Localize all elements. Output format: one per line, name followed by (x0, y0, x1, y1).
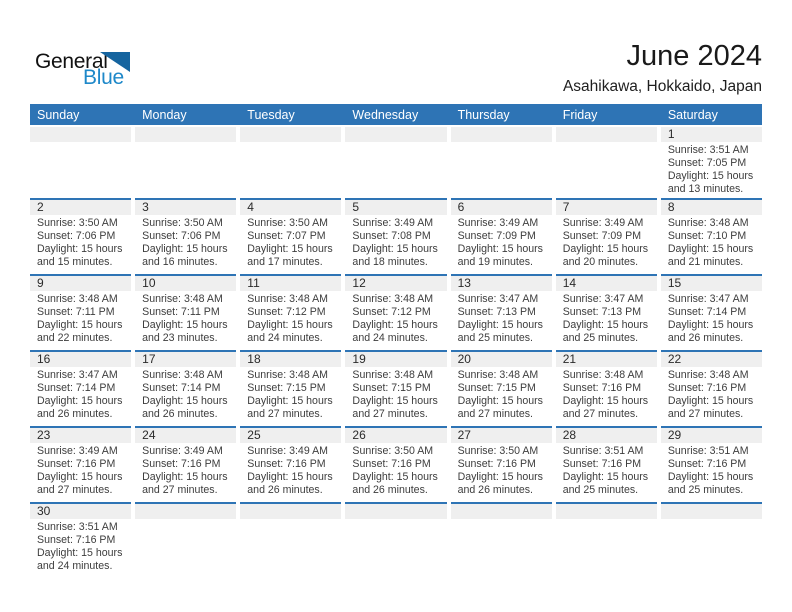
day-cell-13 (451, 274, 552, 348)
sunset-text: Sunset: 7:13 PM (562, 305, 642, 318)
sunrise-text: Sunrise: 3:50 AM (37, 217, 118, 229)
day-number: 17 (135, 352, 236, 367)
daylight-text: Daylight: 15 hours and 26 minutes. (247, 470, 333, 496)
day-details (451, 367, 552, 421)
day-details (345, 367, 446, 421)
daylight-text: Daylight: 15 hours and 27 minutes. (667, 394, 754, 420)
day-number: 24 (135, 428, 236, 443)
sunrise-text: Sunrise: 3:47 AM (562, 293, 644, 305)
sunrise-text: Sunrise: 3:48 AM (37, 293, 118, 305)
sunrise-text: Sunrise: 3:48 AM (142, 369, 223, 381)
sunrise-text: Sunrise: 3:49 AM (562, 217, 644, 229)
day-cell-22 (661, 350, 762, 424)
day-cell-12 (345, 274, 446, 348)
logo-text-general: General (35, 50, 108, 73)
daylight-text: Daylight: 15 hours and 26 minutes. (352, 470, 438, 496)
day-cell-5 (345, 198, 446, 272)
day-cell-15 (661, 274, 762, 348)
day-cell-24 (135, 426, 236, 500)
sunrise-text: Sunrise: 3:48 AM (562, 369, 644, 381)
sunset-text: Sunset: 7:09 PM (457, 229, 536, 242)
sunset-text: Sunset: 7:10 PM (667, 229, 747, 242)
day-details (661, 443, 762, 497)
sunrise-text: Sunrise: 3:47 AM (457, 293, 539, 305)
day-number: 26 (345, 428, 446, 443)
daylight-text: Daylight: 15 hours and 27 minutes. (37, 470, 123, 496)
day-details (345, 291, 446, 345)
sunrise-text: Sunrise: 3:48 AM (142, 293, 223, 305)
sunset-text: Sunset: 7:16 PM (142, 457, 221, 470)
day-cell-29 (661, 426, 762, 500)
day-cell-28 (556, 426, 657, 500)
week-row (30, 502, 762, 582)
day-number-empty (240, 127, 341, 142)
week-row (30, 198, 762, 272)
empty-day-cell (240, 127, 341, 196)
weekday-label-friday: Friday (562, 107, 598, 122)
day-number: 23 (30, 428, 131, 443)
sunrise-text: Sunrise: 3:49 AM (247, 445, 328, 457)
empty-day-cell (556, 502, 657, 582)
empty-day-cell (451, 502, 552, 582)
day-number-empty (30, 127, 131, 142)
empty-day-cell (240, 502, 341, 582)
sunrise-text: Sunrise: 3:48 AM (667, 369, 749, 381)
empty-day-cell (135, 127, 236, 196)
day-cell-9 (30, 274, 131, 348)
day-cell-27 (451, 426, 552, 500)
daylight-text: Daylight: 15 hours and 24 minutes. (247, 318, 333, 344)
sunset-text: Sunset: 7:07 PM (247, 229, 326, 242)
day-details (345, 443, 446, 497)
day-number: 1 (661, 127, 762, 142)
day-cell-20 (451, 350, 552, 424)
day-details (30, 519, 131, 573)
day-details (451, 291, 552, 345)
weekday-label-thursday: Thursday (457, 107, 510, 122)
week-row (30, 426, 762, 500)
day-details (135, 367, 236, 421)
daylight-text: Daylight: 15 hours and 17 minutes. (247, 242, 333, 268)
day-details (240, 367, 341, 421)
day-number: 20 (451, 352, 552, 367)
day-number: 4 (240, 200, 341, 215)
day-details (661, 215, 762, 269)
sunset-text: Sunset: 7:05 PM (667, 156, 747, 169)
sunset-text: Sunset: 7:06 PM (142, 229, 221, 242)
day-number: 8 (661, 200, 762, 215)
day-number: 16 (30, 352, 131, 367)
sunrise-text: Sunrise: 3:51 AM (562, 445, 644, 457)
empty-day-cell (556, 127, 657, 196)
week-row (30, 350, 762, 424)
day-details (30, 367, 131, 421)
day-number: 19 (345, 352, 446, 367)
weekday-header-row (30, 104, 762, 125)
day-number: 22 (661, 352, 762, 367)
daylight-text: Daylight: 15 hours and 25 minutes. (562, 470, 649, 496)
day-number: 21 (556, 352, 657, 367)
sunset-text: Sunset: 7:16 PM (667, 381, 747, 394)
day-number: 12 (345, 276, 446, 291)
sunrise-text: Sunrise: 3:51 AM (667, 144, 749, 156)
day-details (661, 291, 762, 345)
sunset-text: Sunset: 7:08 PM (352, 229, 431, 242)
day-details (451, 443, 552, 497)
day-number: 15 (661, 276, 762, 291)
sunset-text: Sunset: 7:16 PM (352, 457, 431, 470)
sunrise-text: Sunrise: 3:48 AM (352, 293, 434, 305)
daylight-text: Daylight: 15 hours and 20 minutes. (562, 242, 649, 268)
sunset-text: Sunset: 7:15 PM (352, 381, 431, 394)
daylight-text: Daylight: 15 hours and 27 minutes. (457, 394, 543, 420)
day-details (556, 367, 657, 421)
empty-day-cell (451, 127, 552, 196)
empty-day-cell (661, 502, 762, 582)
day-cell-8 (661, 198, 762, 272)
day-details (661, 367, 762, 421)
daylight-text: Daylight: 15 hours and 24 minutes. (352, 318, 438, 344)
sunrise-text: Sunrise: 3:47 AM (37, 369, 118, 381)
day-details (556, 291, 657, 345)
sunrise-text: Sunrise: 3:49 AM (142, 445, 223, 457)
weekday-label-tuesday: Tuesday (247, 107, 295, 122)
day-details (135, 291, 236, 345)
day-cell-2 (30, 198, 131, 272)
weekday-label-saturday: Saturday (667, 107, 718, 122)
daylight-text: Daylight: 15 hours and 26 minutes. (37, 394, 123, 420)
day-number-empty (345, 127, 446, 142)
sunset-text: Sunset: 7:14 PM (142, 381, 221, 394)
day-number: 29 (661, 428, 762, 443)
day-details (135, 215, 236, 269)
day-cell-23 (30, 426, 131, 500)
day-number: 10 (135, 276, 236, 291)
day-details (661, 142, 762, 196)
daylight-text: Daylight: 15 hours and 23 minutes. (142, 318, 228, 344)
sunrise-text: Sunrise: 3:50 AM (247, 217, 328, 229)
day-number: 3 (135, 200, 236, 215)
day-details (240, 215, 341, 269)
day-cell-16 (30, 350, 131, 424)
weekday-label-wednesday: Wednesday (352, 107, 419, 122)
day-cell-10 (135, 274, 236, 348)
day-number: 28 (556, 428, 657, 443)
sunset-text: Sunset: 7:16 PM (562, 457, 642, 470)
daylight-text: Daylight: 15 hours and 27 minutes. (142, 470, 228, 496)
daylight-text: Daylight: 15 hours and 13 minutes. (667, 169, 754, 195)
day-details (240, 443, 341, 497)
daylight-text: Daylight: 15 hours and 26 minutes. (457, 470, 543, 496)
sunset-text: Sunset: 7:16 PM (562, 381, 642, 394)
day-cell-18 (240, 350, 341, 424)
day-number: 30 (30, 504, 131, 519)
day-number: 9 (30, 276, 131, 291)
day-cell-11 (240, 274, 341, 348)
sunrise-text: Sunrise: 3:47 AM (667, 293, 749, 305)
day-details (556, 215, 657, 269)
daylight-text: Daylight: 15 hours and 15 minutes. (37, 242, 123, 268)
day-number: 11 (240, 276, 341, 291)
day-cell-14 (556, 274, 657, 348)
day-number: 27 (451, 428, 552, 443)
daylight-text: Daylight: 15 hours and 26 minutes. (667, 318, 754, 344)
sunset-text: Sunset: 7:12 PM (352, 305, 431, 318)
daylight-text: Daylight: 15 hours and 22 minutes. (37, 318, 123, 344)
sunrise-text: Sunrise: 3:48 AM (352, 369, 434, 381)
sunset-text: Sunset: 7:09 PM (562, 229, 642, 242)
day-number-empty (451, 127, 552, 142)
sunrise-text: Sunrise: 3:50 AM (142, 217, 223, 229)
day-cell-30 (30, 502, 131, 582)
sunrise-text: Sunrise: 3:48 AM (667, 217, 749, 229)
day-cell-7 (556, 198, 657, 272)
day-number-empty (135, 504, 236, 519)
day-cell-1 (661, 127, 762, 196)
sunset-text: Sunset: 7:11 PM (37, 305, 115, 318)
day-number-empty (240, 504, 341, 519)
day-number: 13 (451, 276, 552, 291)
daylight-text: Daylight: 15 hours and 18 minutes. (352, 242, 438, 268)
sunset-text: Sunset: 7:13 PM (457, 305, 536, 318)
day-number-empty (556, 127, 657, 142)
sunset-text: Sunset: 7:12 PM (247, 305, 326, 318)
weekday-label-monday: Monday (142, 107, 187, 122)
page-header (30, 0, 762, 104)
sunset-text: Sunset: 7:16 PM (457, 457, 536, 470)
day-cell-6 (451, 198, 552, 272)
month-title: June 2024 (626, 40, 762, 72)
sunset-text: Sunset: 7:16 PM (37, 533, 116, 546)
day-number: 7 (556, 200, 657, 215)
sunrise-text: Sunrise: 3:49 AM (352, 217, 434, 229)
daylight-text: Daylight: 15 hours and 21 minutes. (667, 242, 754, 268)
day-cell-4 (240, 198, 341, 272)
daylight-text: Daylight: 15 hours and 16 minutes. (142, 242, 228, 268)
day-details (345, 215, 446, 269)
day-number: 14 (556, 276, 657, 291)
empty-day-cell (345, 502, 446, 582)
daylight-text: Daylight: 15 hours and 25 minutes. (667, 470, 754, 496)
calendar-grid (30, 127, 762, 582)
sunrise-text: Sunrise: 3:48 AM (247, 293, 328, 305)
daylight-text: Daylight: 15 hours and 24 minutes. (37, 546, 123, 572)
week-row (30, 127, 762, 196)
daylight-text: Daylight: 15 hours and 19 minutes. (457, 242, 543, 268)
empty-day-cell (135, 502, 236, 582)
sunrise-text: Sunrise: 3:48 AM (457, 369, 539, 381)
sunrise-text: Sunrise: 3:51 AM (37, 521, 118, 533)
sunrise-text: Sunrise: 3:49 AM (37, 445, 118, 457)
logo-text-blue: Blue (83, 66, 124, 89)
sunset-text: Sunset: 7:14 PM (37, 381, 116, 394)
sunrise-text: Sunrise: 3:49 AM (457, 217, 539, 229)
day-number-empty (135, 127, 236, 142)
sunset-text: Sunset: 7:06 PM (37, 229, 116, 242)
sunset-text: Sunset: 7:15 PM (457, 381, 536, 394)
day-number: 6 (451, 200, 552, 215)
empty-day-cell (345, 127, 446, 196)
sunrise-text: Sunrise: 3:50 AM (352, 445, 434, 457)
title-block (563, 40, 762, 96)
daylight-text: Daylight: 15 hours and 26 minutes. (142, 394, 228, 420)
sunset-text: Sunset: 7:14 PM (667, 305, 747, 318)
daylight-text: Daylight: 15 hours and 27 minutes. (562, 394, 649, 420)
daylight-text: Daylight: 15 hours and 25 minutes. (562, 318, 649, 344)
day-cell-19 (345, 350, 446, 424)
sunset-text: Sunset: 7:16 PM (247, 457, 326, 470)
day-number-empty (451, 504, 552, 519)
empty-day-cell (30, 127, 131, 196)
day-details (30, 291, 131, 345)
week-row (30, 274, 762, 348)
day-cell-25 (240, 426, 341, 500)
day-details (135, 443, 236, 497)
day-number-empty (345, 504, 446, 519)
day-cell-21 (556, 350, 657, 424)
sunrise-text: Sunrise: 3:51 AM (667, 445, 749, 457)
day-number-empty (556, 504, 657, 519)
day-number: 5 (345, 200, 446, 215)
day-details (556, 443, 657, 497)
day-number: 18 (240, 352, 341, 367)
day-cell-17 (135, 350, 236, 424)
sunset-text: Sunset: 7:11 PM (142, 305, 220, 318)
sunset-text: Sunset: 7:16 PM (37, 457, 116, 470)
daylight-text: Daylight: 15 hours and 27 minutes. (247, 394, 333, 420)
day-number: 2 (30, 200, 131, 215)
day-cell-3 (135, 198, 236, 272)
day-details (451, 215, 552, 269)
daylight-text: Daylight: 15 hours and 25 minutes. (457, 318, 543, 344)
day-details (30, 215, 131, 269)
sunset-text: Sunset: 7:15 PM (247, 381, 326, 394)
weekday-label-sunday: Sunday (37, 107, 80, 122)
general-blue-logo (35, 50, 165, 94)
day-details (30, 443, 131, 497)
day-number: 25 (240, 428, 341, 443)
sunset-text: Sunset: 7:16 PM (667, 457, 747, 470)
daylight-text: Daylight: 15 hours and 27 minutes. (352, 394, 438, 420)
location-subtitle: Asahikawa, Hokkaido, Japan (562, 78, 762, 95)
day-cell-26 (345, 426, 446, 500)
day-number-empty (661, 504, 762, 519)
day-details (240, 291, 341, 345)
sunrise-text: Sunrise: 3:50 AM (457, 445, 539, 457)
sunrise-text: Sunrise: 3:48 AM (247, 369, 328, 381)
